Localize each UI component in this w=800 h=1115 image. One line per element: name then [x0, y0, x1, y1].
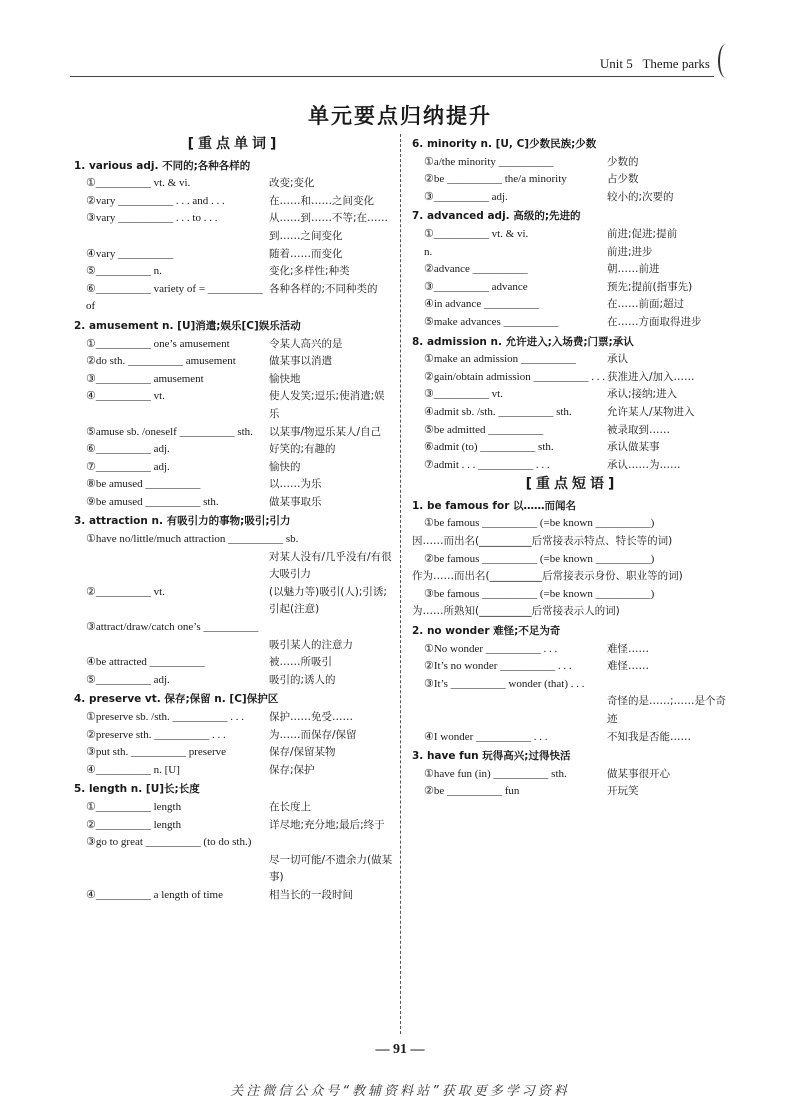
exercise-row: [412, 439, 732, 457]
exercise-meaning: 预先;提前(指事先): [607, 280, 693, 293]
exercise-prompt: [74, 852, 269, 887]
exercise-row: [74, 424, 394, 442]
section-heading: [重点短语]: [525, 476, 619, 493]
exercise-prompt: ⑨be amused __________ sth.: [86, 495, 219, 508]
exercise-meaning: 被……所吸引: [269, 656, 332, 669]
exercise-prompt: [412, 693, 607, 728]
exercise-row: [74, 494, 394, 512]
exercise-prompt: ⑥__________ variety of = __________ of: [86, 282, 263, 313]
exercise-row: [74, 709, 394, 727]
exercise-prompt: ①__________ one’s amusement: [86, 337, 230, 350]
exercise-prompt: ⑦__________ adj.: [86, 460, 170, 473]
exercise-row: [74, 175, 394, 193]
exercise-prompt: ⑥admit (to) __________ sth.: [424, 441, 554, 454]
entry-heading: 3. attraction n. 有吸引力的事物;吸引;引力: [74, 515, 291, 528]
exercise-meaning: 为……而保存/保留: [269, 728, 357, 741]
exercise-row: [74, 654, 394, 672]
exercise-prompt: ①__________ vt. & vi.: [86, 177, 191, 190]
exercise-meaning: 以某事/物逗乐某人/自己: [269, 425, 382, 438]
exercise-prompt: ④in advance __________: [424, 298, 539, 311]
exercise-row: [74, 799, 394, 817]
exercise-prompt: ②be __________ the/a minority: [424, 173, 567, 186]
exercise-row: [412, 658, 732, 676]
running-header: Unit 5 Theme parks: [599, 56, 710, 71]
exercise-line: ③be famous __________ (=be known __________): [424, 587, 655, 600]
exercise-row: [74, 353, 394, 371]
explanation-line: 作为……而出名(__________后常接表示身份、职业等的词): [412, 570, 683, 583]
exercise-prompt: ⑤__________ n.: [86, 265, 162, 278]
exercise-meaning: 尽一切可能/不遗余力(做某事): [269, 853, 393, 884]
exercise-meaning: 不知我是否能……: [607, 730, 691, 743]
page-curl-decoration: [718, 44, 734, 78]
section-heading: [重点单词]: [187, 136, 281, 152]
exercise-meaning: 做某事很开心: [607, 767, 670, 780]
exercise-meaning: 在……前面;超过: [607, 298, 685, 311]
exercise-row: [412, 766, 732, 784]
exercise-prompt: ①preserve sb. /sth. __________ . . .: [86, 711, 245, 723]
exercise-prompt: ①__________ length: [86, 800, 182, 813]
exercise-row: [412, 404, 732, 422]
exercise-row: [412, 154, 732, 172]
exercise-meaning: 愉快的: [269, 460, 301, 473]
exercise-meaning: 较小的;次要的: [607, 190, 674, 203]
exercise-row: [74, 263, 394, 281]
exercise-meaning: 使人发笑;逗乐;使消遣;娱乐: [269, 390, 385, 420]
entry-heading: 3. have fun 玩得高兴;过得快活: [412, 750, 571, 763]
exercise-prompt: ⑤make advances __________: [424, 315, 559, 328]
exercise-row: [412, 457, 732, 475]
explanation-line: 因……而出名(__________后常接表示特点、特长等的词): [412, 535, 673, 548]
exercise-row: [412, 422, 732, 440]
exercise-meaning: 朝……前进: [607, 263, 660, 276]
exercise-row: [412, 369, 732, 387]
exercise-meaning: 改变;变化: [269, 177, 315, 190]
exercise-row: [412, 244, 732, 262]
exercise-line: ③It’s __________ wonder (that) . . .: [424, 677, 585, 690]
exercise-prompt: ⑦admit . . . __________ . . .: [424, 458, 550, 471]
exercise-row: [74, 371, 394, 389]
exercise-row: [74, 672, 394, 690]
exercise-meaning: 被录取到……: [607, 423, 670, 436]
page-title: 单元要点归纳提升: [308, 104, 492, 128]
exercise-prompt: [74, 549, 269, 584]
exercise-prompt: ②be __________ fun: [424, 785, 520, 798]
exercise-line: ②be famous __________ (=be known __________): [424, 552, 655, 565]
exercise-meaning: 随着……而变化: [269, 247, 343, 260]
exercise-meaning: 对某人没有/几乎没有/有很大吸引力: [269, 550, 392, 581]
exercise-row: [412, 729, 732, 747]
exercise-prompt: ④__________ vt.: [86, 390, 165, 403]
exercise-meaning: 少数的: [607, 155, 639, 168]
exercise-meaning: 做某事以消遣: [269, 355, 332, 368]
exercise-row: [74, 441, 394, 459]
exercise-row: [412, 226, 732, 244]
exercise-prompt: ②advance __________: [424, 263, 528, 276]
exercise-prompt: ④__________ a length of time: [86, 888, 223, 901]
exercise-row: [74, 852, 394, 887]
exercise-meaning: 做某事取乐: [269, 495, 322, 508]
column-divider: [400, 134, 401, 1034]
exercise-prompt: ④admit sb. /sth. __________ sth.: [424, 405, 572, 418]
explanation-line: 为……所熟知(__________后常接表示人的词): [412, 605, 620, 618]
exercise-row: [74, 727, 394, 745]
exercise-meaning: 以……为乐: [269, 478, 322, 491]
exercise-row: [412, 386, 732, 404]
exercise-meaning: 允许某人/某物进入: [607, 405, 695, 418]
header-rule: [70, 76, 714, 77]
exercise-prompt: ②__________ length: [86, 818, 182, 831]
exercise-row: [74, 459, 394, 477]
exercise-row: [74, 210, 394, 245]
exercise-row: [74, 281, 394, 316]
footer-note: 关注微信公众号“教辅资料站”获取更多学习资料: [230, 1084, 570, 1099]
exercise-row: [74, 584, 394, 619]
exercise-line: ③attract/draw/catch one’s __________: [86, 621, 259, 634]
exercise-meaning: 获准进入/加入……: [607, 370, 695, 383]
exercise-prompt: ④I wonder __________ . . .: [424, 730, 548, 743]
entry-heading: 2. no wonder 难怪;不足为奇: [412, 625, 561, 638]
exercise-meaning: 前进;进步: [607, 245, 653, 258]
left-column: [74, 134, 394, 905]
exercise-prompt: [74, 637, 269, 655]
exercise-row: [412, 693, 732, 728]
exercise-prompt: ④vary __________: [86, 247, 174, 260]
exercise-meaning: 变化;多样性;种类: [269, 265, 350, 278]
exercise-row: [412, 314, 732, 332]
entry-heading: 1. various adj. 不同的;各种各样的: [74, 159, 251, 172]
entry-heading: 2. amusement n. [U]消遣;娱乐[C]娱乐活动: [74, 319, 301, 332]
exercise-prompt: ①make an admission __________: [424, 353, 576, 366]
exercise-prompt: ①have fun (in) __________ sth.: [424, 767, 567, 780]
exercise-row: [74, 887, 394, 905]
exercise-meaning: 难怪……: [607, 660, 649, 673]
exercise-row: [412, 189, 732, 207]
exercise-meaning: 吸引某人的注意力: [269, 638, 353, 651]
exercise-row: [74, 336, 394, 354]
exercise-row: [412, 261, 732, 279]
entry-heading: 5. length n. [U]长;长度: [74, 783, 200, 796]
exercise-meaning: 好笑的;有趣的: [269, 443, 336, 456]
exercise-prompt: ②preserve sth. __________ . . .: [86, 728, 226, 741]
exercise-prompt: ②It’s no wonder __________ . . .: [424, 660, 572, 673]
entry-heading: 8. admission n. 允许进入;入场费;门票;承认: [412, 335, 634, 348]
exercise-prompt: ⑧be amused __________: [86, 478, 201, 491]
exercise-row: [412, 171, 732, 189]
entry-heading: 1. be famous for 以……而闻名: [412, 499, 577, 512]
page-number: — 91 —: [375, 1042, 425, 1057]
entry-heading: 7. advanced adj. 高级的;先进的: [412, 210, 581, 223]
exercise-prompt: ④be attracted __________: [86, 656, 205, 669]
exercise-prompt: ②vary __________ . . . and . . .: [86, 194, 225, 207]
exercise-prompt: ⑤amuse sb. /oneself __________ sth.: [86, 425, 253, 438]
exercise-line: ③go to great __________ (to do sth.): [86, 836, 252, 849]
exercise-meaning: 各种各样的;不同种类的: [269, 282, 378, 295]
exercise-meaning: 愉快地: [269, 372, 301, 385]
exercise-row: [412, 279, 732, 297]
exercise-meaning: 占少数: [607, 173, 639, 186]
exercise-meaning: 从……到……不等;在……到……之间变化: [269, 212, 389, 242]
exercise-row: [74, 817, 394, 835]
exercise-prompt: ③put sth. __________ preserve: [86, 746, 227, 759]
exercise-row: [74, 476, 394, 494]
exercise-meaning: 相当长的一段时间: [269, 888, 353, 901]
exercise-prompt: ⑥__________ adj.: [86, 443, 170, 456]
exercise-row: [74, 637, 394, 655]
exercise-meaning: 奇怪的是……;……是个奇迹: [607, 695, 727, 725]
exercise-prompt: ②__________ vt.: [86, 585, 165, 598]
exercise-prompt: ③__________ advance: [424, 280, 528, 293]
exercise-prompt: ③__________ vt.: [424, 388, 503, 401]
exercise-prompt: ①No wonder __________ . . .: [424, 642, 558, 655]
exercise-row: [74, 246, 394, 264]
exercise-row: [412, 783, 732, 801]
exercise-meaning: 保存;保护: [269, 763, 315, 776]
exercise-meaning: 承认;接纳;进入: [607, 388, 678, 401]
exercise-meaning: 保存/保留某物: [269, 746, 336, 759]
exercise-line: ①be famous __________ (=be known __________): [424, 517, 655, 530]
exercise-row: [74, 744, 394, 762]
exercise-meaning: 承认: [607, 353, 628, 366]
exercise-meaning: 吸引的;诱人的: [269, 673, 336, 686]
exercise-meaning: 在长度上: [269, 800, 311, 813]
exercise-meaning: 在……和……之间变化: [269, 194, 374, 207]
exercise-meaning: 承认做某事: [607, 441, 660, 454]
entry-heading: 6. minority n. [U, C]少数民族;少数: [412, 138, 597, 150]
exercise-prompt: ③__________ amusement: [86, 372, 204, 385]
exercise-line: ①have no/little/much attraction __________ sb.: [86, 533, 299, 546]
exercise-row: [74, 388, 394, 423]
exercise-meaning: 开玩笑: [607, 785, 639, 798]
exercise-row: [74, 193, 394, 211]
exercise-prompt: ⑤__________ adj.: [86, 673, 170, 686]
exercise-row: [74, 762, 394, 780]
exercise-prompt: n.: [424, 245, 433, 258]
exercise-prompt: ⑤be admitted __________: [424, 423, 544, 436]
exercise-meaning: (以魅力等)吸引(人);引诱;引起(注意): [269, 585, 387, 616]
right-column: [412, 134, 732, 801]
exercise-prompt: ②do sth. __________ amusement: [86, 355, 236, 368]
exercise-meaning: 在……方面取得进步: [607, 315, 702, 328]
exercise-prompt: ①__________ vt. & vi.: [424, 227, 529, 240]
entry-heading: 4. preserve vt. 保存;保留 n. [C]保护区: [74, 693, 279, 706]
exercise-meaning: 保护……免受……: [269, 711, 353, 723]
exercise-meaning: 承认……为……: [607, 458, 681, 471]
exercise-prompt: ①a/the minority __________: [424, 155, 554, 168]
exercise-prompt: ③__________ adj.: [424, 190, 508, 203]
exercise-row: [412, 351, 732, 369]
exercise-meaning: 前进;促进;提前: [607, 227, 678, 240]
exercise-prompt: ②gain/obtain admission __________ . . .: [424, 370, 605, 383]
exercise-meaning: 详尽地;充分地;最后;终于: [269, 818, 385, 831]
exercise-row: [412, 296, 732, 314]
exercise-row: [412, 641, 732, 659]
exercise-row: [74, 549, 394, 584]
exercise-prompt: ③vary __________ . . . to . . .: [86, 212, 218, 225]
exercise-meaning: 难怪……: [607, 642, 649, 655]
exercise-meaning: 令某人高兴的是: [269, 337, 343, 350]
exercise-prompt: ④__________ n. [U]: [86, 763, 180, 776]
